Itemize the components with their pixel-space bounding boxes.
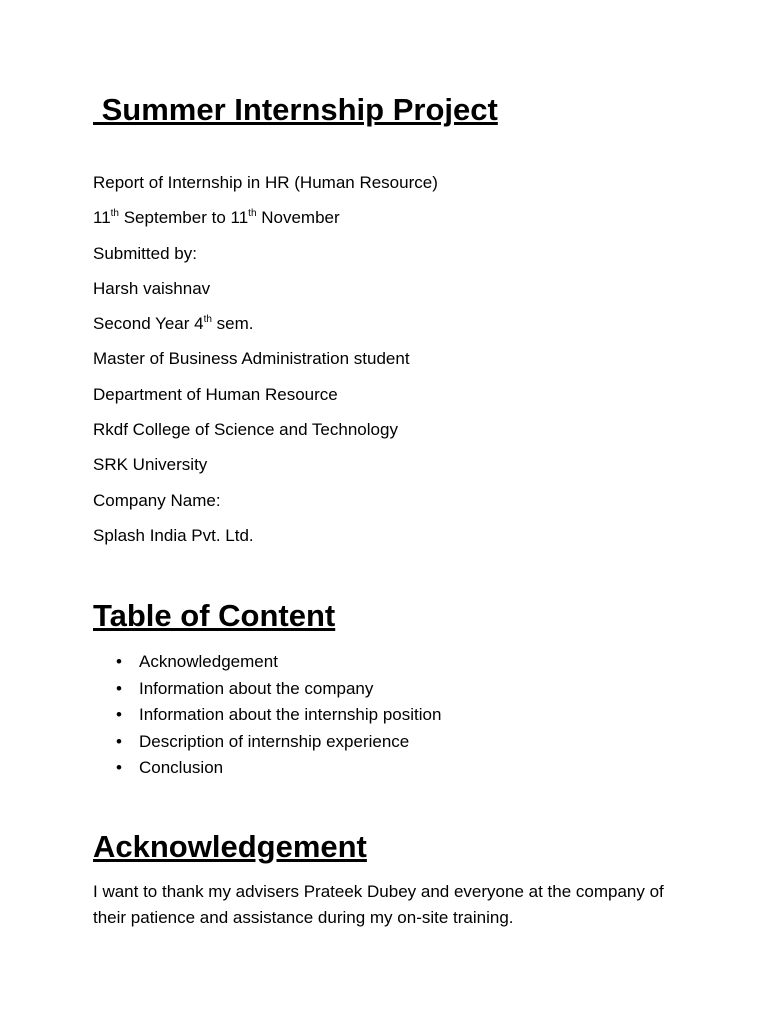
toc-item-label: Information about the internship position	[139, 705, 442, 724]
submitted-by-line: Submitted by:	[93, 243, 197, 263]
dates-middle: September to	[119, 208, 231, 228]
toc-item	[93, 729, 441, 756]
toc-heading: Table of Content	[93, 598, 336, 633]
toc-item-label: Information about the company	[139, 678, 374, 698]
acknowledgement-body: I want to thank my advisers Prateek Dubey and everyone at the company of their patience and assistance during my on-site training.	[93, 882, 664, 927]
cover-info	[93, 168, 438, 556]
student-name-line: Harsh vaishnav	[93, 278, 211, 298]
end-day: 11	[230, 208, 249, 228]
year-line	[93, 309, 438, 344]
company-name-line: Splash India Pvt. Ltd.	[93, 525, 254, 545]
end-day-suffix: th	[248, 208, 257, 220]
toc-item-label: Conclusion	[139, 758, 224, 777]
acknowledgement-heading: Acknowledgement	[93, 829, 367, 864]
report-of-line: Report of Internship in HR (Human Resource)	[93, 173, 438, 192]
bullet-icon: •	[116, 758, 122, 777]
toc-item-label: Acknowledgement	[139, 652, 278, 671]
toc-item	[93, 702, 441, 729]
bullet-icon: •	[116, 705, 122, 724]
year-prefix: Second Year 4	[93, 314, 204, 334]
company-label-line: Company Name:	[93, 490, 221, 510]
document-title: Summer Internship Project	[93, 92, 498, 127]
dates-end: November	[256, 208, 340, 228]
year-suffix-sup: th	[203, 314, 212, 326]
bullet-icon: •	[116, 678, 122, 698]
toc-item	[93, 649, 441, 676]
toc-item-label: Description of internship experience	[139, 731, 410, 751]
start-day: 11	[93, 208, 111, 228]
toc-item	[93, 755, 441, 782]
program-line: Master of Business Administration student	[93, 349, 410, 369]
university-line: SRK University	[93, 455, 208, 475]
year-suffix: sem.	[211, 314, 254, 334]
bullet-icon: •	[116, 652, 122, 671]
toc-item	[93, 676, 441, 703]
bullet-icon: •	[116, 731, 122, 751]
toc-list	[93, 649, 441, 782]
start-day-suffix: th	[110, 208, 119, 220]
internship-dates-line	[93, 203, 438, 238]
department-line: Department of Human Resource	[93, 384, 338, 404]
college-line: Rkdf College of Science and Technology	[93, 420, 398, 440]
